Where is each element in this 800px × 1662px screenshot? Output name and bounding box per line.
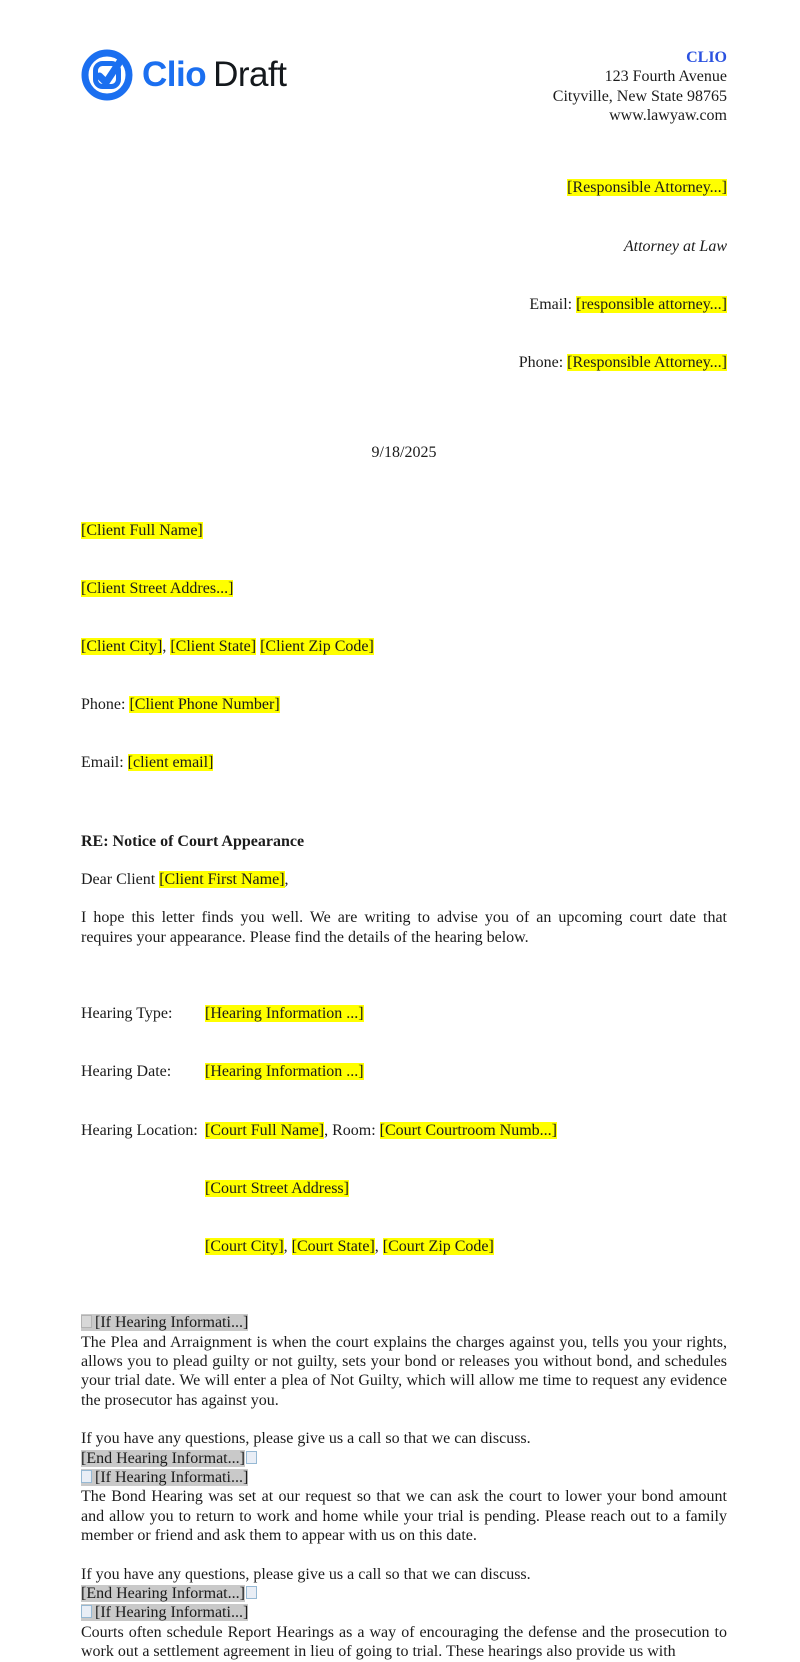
questions-line: If you have any questions, please give us a call so that we can discuss. <box>81 1430 531 1448</box>
questions-line: If you have any questions, please give us a call so that we can discuss. <box>81 1565 531 1583</box>
re-subject-line: RE: Notice of Court Appearance <box>81 832 305 850</box>
hearing-type-label: Hearing Type: <box>81 1005 173 1023</box>
if-condition-field[interactable] <box>81 1604 248 1621</box>
if-condition-line <box>81 1313 727 1332</box>
salutation <box>81 870 727 889</box>
report-paragraph: Courts often schedule Report Hearings as a way of encouraging the defense and the prosecution to work out a settlement agreement in lieu of going to trial. These hearings also provide us with <box>81 1623 727 1661</box>
conditional-marker-icon[interactable] <box>246 1586 257 1599</box>
conditional-marker-icon[interactable] <box>81 1470 92 1483</box>
merge-field-court-city[interactable]: [Court City] <box>205 1237 284 1255</box>
merge-field-responsible-attorney-email[interactable]: [responsible attorney...] <box>576 295 727 313</box>
client-city-separator: , <box>162 637 171 655</box>
merge-field-client-city[interactable]: [Client City] <box>81 637 163 655</box>
court-state-separator: , <box>374 1237 383 1255</box>
client-email-line <box>81 753 727 772</box>
court-city-row <box>81 1237 727 1256</box>
salutation-suffix: , <box>284 871 289 889</box>
attorney-email-label: Email: <box>529 295 577 313</box>
attorney-email-line <box>81 295 727 314</box>
logo-brand-text: Clio <box>142 54 207 94</box>
client-phone-label: Phone: <box>81 696 130 714</box>
hearing-date-row <box>81 1062 727 1081</box>
merge-field-court-state[interactable]: [Court State] <box>291 1237 375 1255</box>
conditional-section-bond <box>81 1468 727 1603</box>
end-condition-field[interactable]: [End Hearing Informat...] <box>81 1449 245 1467</box>
hearing-location-label: Hearing Location: <box>81 1121 198 1139</box>
merge-field-client-full-name[interactable]: [Client Full Name] <box>81 521 203 539</box>
merge-field-client-first-name[interactable]: [Client First Name] <box>159 871 285 889</box>
merge-field-client-street[interactable]: [Client Street Addres...] <box>81 579 234 597</box>
if-condition-line <box>81 1468 727 1487</box>
client-phone-line <box>81 695 727 714</box>
merge-field-client-zip[interactable]: [Client Zip Code] <box>260 637 374 655</box>
end-condition-field[interactable]: [End Hearing Informat...] <box>81 1585 245 1603</box>
if-condition-text: [If Hearing Informati...] <box>95 1469 249 1486</box>
client-email-label: Email: <box>81 754 128 772</box>
logo-wordmark <box>142 54 287 94</box>
conditional-section-report <box>81 1603 727 1661</box>
merge-field-client-phone[interactable]: [Client Phone Number] <box>129 696 280 714</box>
merge-field-courtroom-number[interactable]: [Court Courtroom Numb...] <box>379 1121 557 1139</box>
intro-paragraph: I hope this letter finds you well. We are writing to advise you of an upcoming court date that requires your appearance. Please find the details of the hearing below. <box>81 909 727 946</box>
if-condition-text: [If Hearing Informati...] <box>95 1314 249 1332</box>
letter-date: 9/18/2025 <box>371 444 437 462</box>
conditional-marker-icon[interactable] <box>81 1605 92 1618</box>
client-name-line <box>81 521 727 540</box>
merge-field-court-zip[interactable]: [Court Zip Code] <box>382 1237 494 1255</box>
hearing-type-row <box>81 1004 727 1023</box>
hearing-date-label: Hearing Date: <box>81 1063 172 1081</box>
if-condition-text: [If Hearing Informati...] <box>95 1604 249 1622</box>
firm-address-line1: 123 Fourth Avenue <box>604 68 727 86</box>
firm-name: CLIO <box>686 49 727 66</box>
merge-field-client-state[interactable]: [Client State] <box>170 637 257 655</box>
salutation-prefix: Dear Client <box>81 871 160 889</box>
attorney-name-line <box>81 178 727 197</box>
court-city-separator: , <box>283 1237 292 1255</box>
letterhead <box>81 48 727 126</box>
if-condition-field[interactable] <box>81 1469 248 1486</box>
merge-field-court-full-name[interactable]: [Court Full Name] <box>205 1121 325 1139</box>
firm-address-line2: Cityville, New State 98765 <box>552 87 727 105</box>
end-condition-line <box>81 1449 727 1468</box>
if-condition-line <box>81 1603 727 1622</box>
client-address-block <box>81 482 727 812</box>
court-street-row <box>81 1179 727 1198</box>
hearing-location-row <box>81 1121 727 1140</box>
attorney-phone-label: Phone: <box>518 354 568 372</box>
if-condition-field[interactable] <box>81 1314 248 1331</box>
client-street-line <box>81 579 727 598</box>
logo-product-text: Draft <box>213 54 287 94</box>
client-city-line <box>81 637 727 656</box>
firm-website: www.lawyaw.com <box>609 107 727 125</box>
clio-draft-logo <box>81 48 286 100</box>
hearing-details <box>81 965 727 1295</box>
merge-field-hearing-date[interactable]: [Hearing Information ...] <box>205 1063 364 1081</box>
conditional-marker-icon[interactable] <box>246 1451 257 1464</box>
merge-field-responsible-attorney-phone[interactable]: [Responsible Attorney...] <box>567 354 727 372</box>
merge-field-client-email[interactable]: [client email] <box>127 754 214 772</box>
attorney-block <box>81 140 727 412</box>
attorney-title: Attorney at Law <box>623 237 727 255</box>
firm-address-block <box>553 48 727 126</box>
attorney-phone-line <box>81 353 727 372</box>
clio-checkmark-icon <box>81 48 133 100</box>
bond-paragraph: The Bond Hearing was set at our request so that we can ask the court to lower your bond amount and allow you to return to work and home while your trial is pending. Please reach out to a family member or friend and ask them to appear with us on this date. <box>81 1488 727 1545</box>
room-separator: , Room: <box>324 1121 380 1139</box>
conditional-section-plea <box>81 1313 727 1468</box>
end-condition-line <box>81 1584 727 1603</box>
merge-field-responsible-attorney-name[interactable]: [Responsible Attorney...] <box>567 179 727 197</box>
conditional-marker-icon[interactable] <box>81 1315 92 1328</box>
merge-field-court-street[interactable]: [Court Street Address] <box>205 1179 349 1197</box>
merge-field-hearing-type[interactable]: [Hearing Information ...] <box>205 1005 364 1023</box>
plea-paragraph: The Plea and Arraignment is when the court explains the charges against you, tells you your rights, allows you to plead guilty or not guilty, sets your bond or releases you without bond, and schedules your trial date. We will enter a plea of Not Guilty, which will allow me time to request any evidence the prosecutor has against you. <box>81 1333 727 1409</box>
